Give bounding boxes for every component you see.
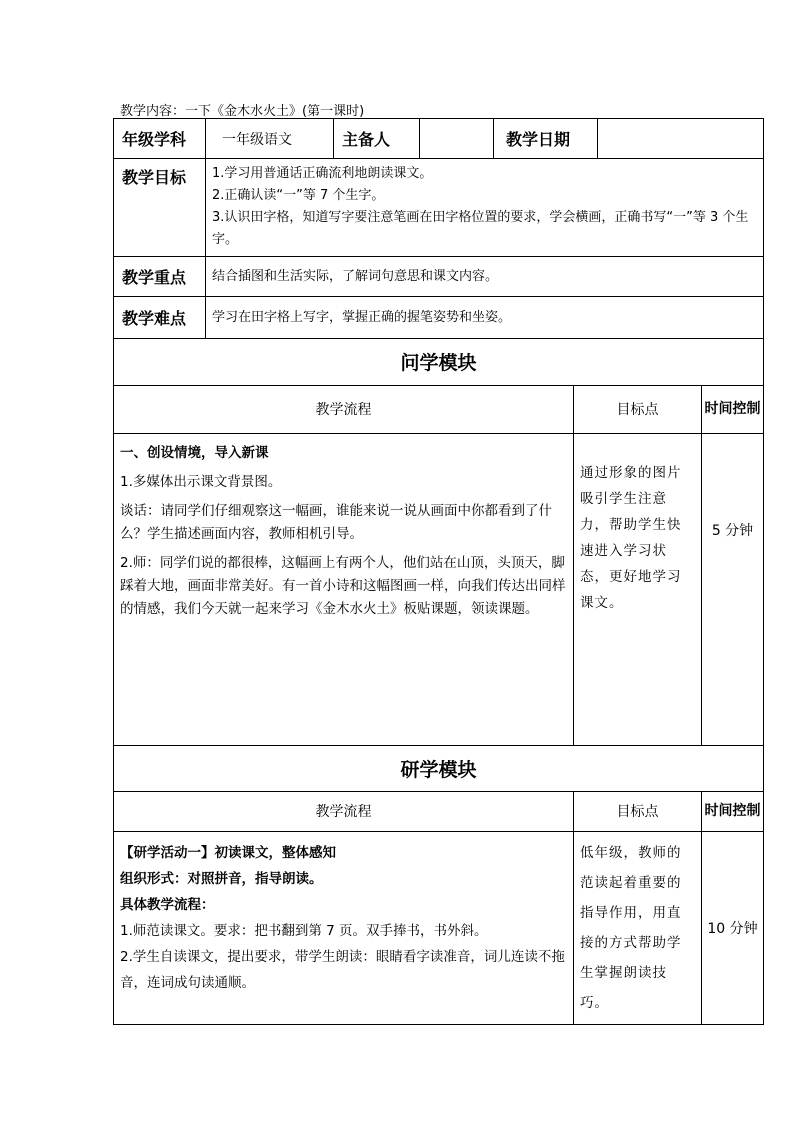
grade-label: 年级学科 [114,119,206,159]
info-row [114,119,764,159]
objective-line: 2.正确认读“一”等 7 个生字。 [212,188,385,203]
module2-col-time: 时间控制 [702,791,764,831]
module1-title-row [114,339,764,385]
lesson-plan-document [113,118,763,1025]
module1-goal: 通过形象的图片吸引学生注意力，帮助学生快速进入学习状态，更好地学习课文。 [574,433,702,745]
key-points-text: 结合插图和生活实际，了解词句意思和课文内容。 [206,257,764,297]
date-label: 教学日期 [494,119,598,159]
lesson-plan-table [113,118,764,339]
difficulties-row [114,297,764,339]
objectives-content [206,159,764,257]
module2-form: 组织形式：对照拼音，指导朗读。 [120,870,323,887]
key-points-label: 教学重点 [114,257,206,297]
module-table [113,339,764,1025]
module1-col-flow: 教学流程 [114,385,574,433]
module2-goal: 低年级，教师的范读起着重要的指导作用，用直接的方式帮助学生掌握朗读技巧。 [574,831,702,1024]
grade-value: 一年级语文 [206,119,334,159]
lead-value [420,119,494,159]
module2-time: 10 分钟 [702,831,764,1024]
module1-flow-p2: 谈话：请同学们仔细观察这一幅画，谁能来说一说从画面中你都看到了什么？学生描述画面内容，教师相机引导。 [120,502,552,542]
module2-content-row [114,831,764,1024]
objectives-label: 教学目标 [114,159,206,257]
date-value [598,119,764,159]
module1-flow [114,433,574,745]
module1-header-row [114,385,764,433]
objectives-row [114,159,764,257]
lesson-caption: 教学内容：一下《金木水火土》(第一课时) [120,104,365,119]
module2-header-row [114,791,764,831]
module1-flow-heading: 一、创设情境，导入新课 [120,444,269,461]
module1-col-time: 时间控制 [702,385,764,433]
module1-flow-p1: 1.多媒体出示课文背景图。 [120,473,282,490]
lead-label: 主备人 [334,119,420,159]
difficulties-label: 教学难点 [114,297,206,339]
module2-col-flow: 教学流程 [114,791,574,831]
objective-line: 1.学习用普通话正确流利地朗读课文。 [212,166,433,181]
module2-col-goal: 目标点 [574,791,702,831]
module2-flow [114,831,574,1024]
module2-title: 研学模块 [114,745,764,791]
objective-line: 3.认识田字格，知道写字要注意笔画在田字格位置的要求，学会横画，正确书写“一”等 3 个生字。 [212,210,749,247]
module1-content-row [114,433,764,745]
module1-time: 5 分钟 [702,433,764,745]
module1-col-goal: 目标点 [574,385,702,433]
key-points-row [114,257,764,297]
module2-activity: 【研学活动一】初读课文，整体感知 [120,844,336,861]
module1-flow-p3: 2.师：同学们说的都很棒，这幅画上有两个人，他们站在山顶，头顶天，脚踩着大地，画面非常美好。有一首小诗和这幅图画一样，向我们传达出同样的情感，我们今天就一起来学习《金木水火土》板贴课题，领读课题。 [120,554,566,617]
difficulties-text: 学习在田字格上写字，掌握正确的握笔姿势和坐姿。 [206,297,764,339]
module2-step-2: 2.学生自读课文，提出要求，带学生朗读：眼睛看字读准音，词儿连读不拖音，连词成句读通顺。 [120,948,565,991]
module2-title-row [114,745,764,791]
module2-process: 具体教学流程： [120,896,215,913]
module1-title: 问学模块 [114,339,764,385]
module2-step-1: 1.师范读课文。要求：把书翻到第 7 页。双手捧书，书外斜。 [120,922,488,939]
